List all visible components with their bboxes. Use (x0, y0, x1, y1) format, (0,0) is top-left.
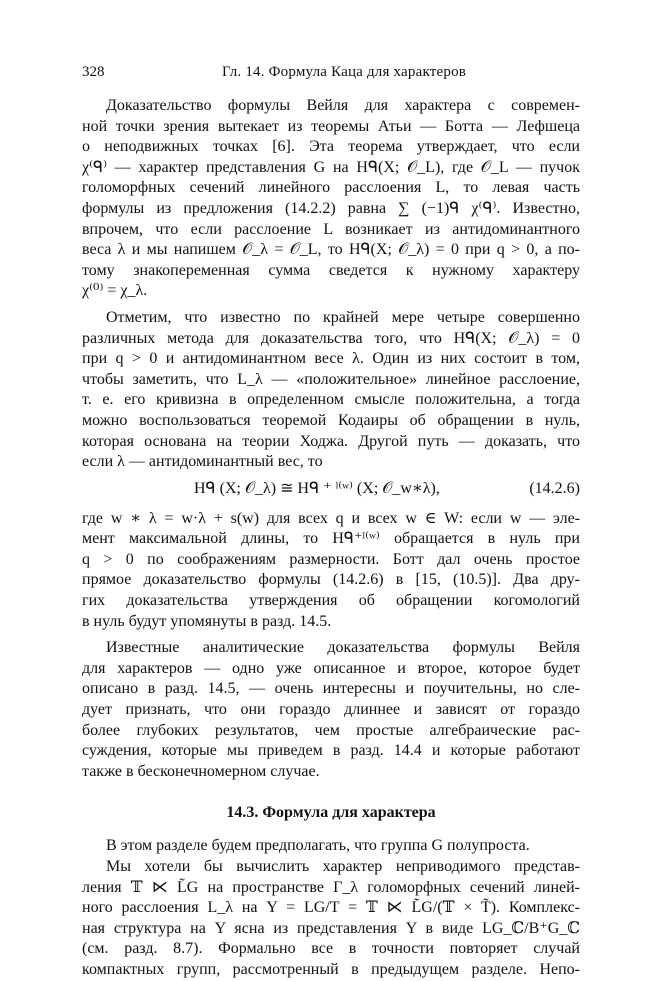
text-line: для характеров — одно уже описанное и второе, которое будет (82, 659, 580, 677)
text-line: гих доказательства утверждения об обращении когомологий (82, 592, 580, 610)
text-line: также в бесконечномерном случае. (82, 762, 320, 780)
text-line: если λ — антидоминантный вес, то (82, 453, 323, 471)
text-line: где w ∗ λ = w·λ + s(w) для всех q и всех w ∈ W: если w — эле- (82, 509, 581, 527)
text-line: описано в разд. 14.5, — очень интересны и поучительны, но сле- (82, 680, 580, 698)
text-line: ления 𝕋 ⋉ L̃G на пространстве Γ_λ голоморфных сечений линей- (82, 878, 580, 896)
paragraph-semisimple (82, 836, 580, 857)
paragraph-analytic-proofs (82, 638, 580, 782)
text-line: в нуль будут упомянуты в разд. 14.5. (82, 612, 332, 630)
running-head: Гл. 14. Формула Каца для характеров (222, 64, 467, 80)
text-line: суждения, которые мы приведем в разд. 14.4 и которые работают (82, 742, 580, 760)
page-number: 328 (82, 64, 105, 80)
text-line: q > 0 по соображениям размерности. Ботт дал очень простое (82, 550, 580, 568)
text-line: более глубоких результатов, чем простые алгебраические рас- (82, 721, 580, 739)
paragraph-weyl-proof (82, 96, 580, 302)
text-line: прямое доказательство формулы (14.2.6) в [15, (10.5)]. Два дру- (82, 571, 580, 589)
equation-number: (14.2.6) (529, 479, 580, 497)
paragraph-character-compute (82, 857, 580, 981)
text-line: χ⁽⁰⁾ = χ_λ. (82, 282, 148, 300)
equation-block (82, 475, 580, 505)
page-body (82, 96, 580, 981)
text-line: голоморфных сечений линейного расслоения L, то левая часть (82, 179, 580, 197)
text-line: (см. разд. 8.7). Формально все в точности повторяет случай (82, 940, 580, 958)
text-line: формулы из предложения (14.2.2) равна ∑ (−1)ᑫ χ⁽ᑫ⁾. Известно, (82, 199, 580, 217)
text-line: Мы хотели бы вычислить характер неприводимого представ- (106, 858, 580, 875)
page-header (82, 64, 574, 86)
text-line: о неподвижных точках [6]. Эта теорема утверждает, что если (82, 138, 580, 156)
text-line: дует признать, что они гораздо длиннее и зависят от гораздо (82, 701, 580, 719)
paragraph-four-methods (82, 308, 580, 473)
text-line: тому знакопеременная сумма сведется к нужному характеру (82, 261, 580, 279)
equation: Hᑫ (X; 𝒪_λ) ≅ Hᑫ ⁺ ˡ⁽ʷ⁾ (X; 𝒪_w∗λ), (194, 479, 440, 497)
text-line: Доказательство формулы Вейля для характера с современ- (106, 97, 580, 114)
text-line: т. е. его кривизна в определенном смысле положительна, а тогда (82, 391, 580, 409)
text-line: различных метода для доказательства того, что Hᑫ(X; 𝒪_λ) = 0 (82, 329, 580, 347)
text-line: мент максимальной длины, то Hᑫ⁺ˡ⁽ʷ⁾ обращается в нуль при (82, 530, 580, 548)
text-line: Отметим, что известно по крайней мере четыре совершенно (106, 308, 580, 326)
text-line: которая основана на теории Ходжа. Другой путь — доказать, что (82, 432, 580, 450)
text-line: компактных групп, рассмотренный в предыдущем разделе. Непо- (82, 960, 580, 978)
text-line: χ⁽ᑫ⁾ — характер представления G на Hᑫ(X; 𝒪_L), где 𝒪_L — пучок (82, 158, 580, 176)
text-line: чтобы заметить, что L_λ — «положительное» линейное расслоение, (82, 370, 580, 388)
text-line: можно воспользоваться теоремой Кодаиры об обращении в нуль, (82, 411, 580, 429)
paragraph-bott-proof (82, 509, 580, 633)
text-line: Известные аналитические доказательства формулы Вейля (106, 639, 580, 657)
section-heading: 14.3. Формула для характера (226, 804, 436, 822)
text-line: при q > 0 и антидоминантном весе λ. Один из них состоит в том, (82, 350, 580, 368)
text-line: ной точки зрения вытекает из теоремы Атьи — Ботта — Лефшеца (82, 117, 580, 135)
text-line: ного расслоения L_λ на Y = LG/T = 𝕋 ⋉ L̃G/(𝕋 × T̃). Комплекс- (82, 899, 580, 917)
text-line: впрочем, что если расслоение L возникает из антидоминантного (82, 220, 580, 238)
text-line: веса λ и мы напишем 𝒪_λ = 𝒪_L, то Hᑫ(X; 𝒪_λ) = 0 при q > 0, а по- (82, 241, 580, 259)
text-line: В этом разделе будем предполагать, что группа G полупроста. (106, 837, 530, 855)
text-line: ная структура на Y ясна из представления Y в виде LG_ℂ/B⁺G_ℂ (82, 919, 580, 937)
